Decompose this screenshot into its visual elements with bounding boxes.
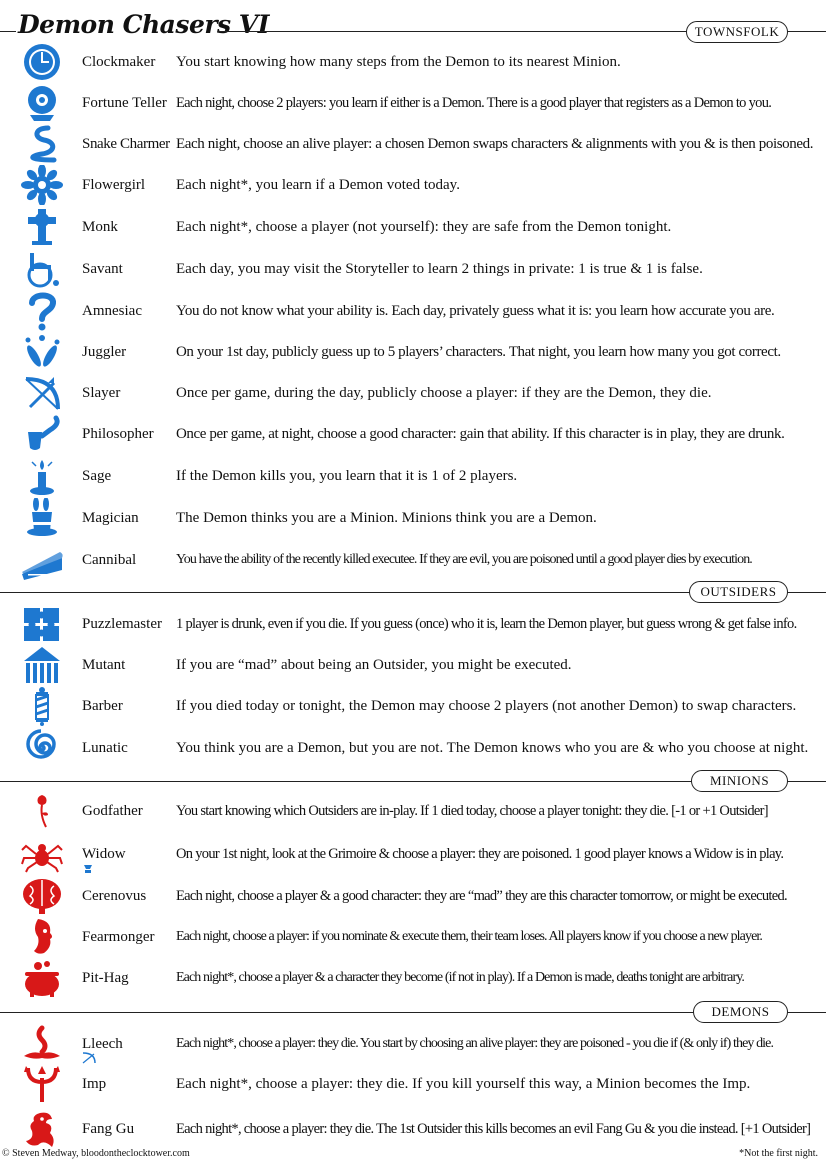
puzzle-icon <box>20 604 64 644</box>
character-row-barber <box>0 686 826 726</box>
character-row-magician <box>0 498 826 538</box>
character-name: Flowergirl <box>82 177 146 193</box>
footer-note: *Not the first night. <box>739 1148 818 1159</box>
character-name: Juggler <box>82 344 127 360</box>
barber-pole-icon <box>20 686 64 726</box>
character-ability: On your 1st night, look at the Grimoire & choose a player: they are poisoned. 1 good player knows a Widow is in play. <box>176 846 784 862</box>
character-row-clockmaker <box>0 42 826 82</box>
candle-icon <box>20 456 64 496</box>
character-ability: Each day, you may visit the Storyteller to learn 2 things in private: 1 is true & 1 is false. <box>176 261 703 277</box>
magic-hat-icon <box>20 498 64 538</box>
brain-icon <box>20 876 64 916</box>
character-ability: Each night*, choose a player & a character they become (if not in play). If a Demon is made, deaths tonight are arbitrary. <box>176 970 745 985</box>
page-title: Demon Chasers VI <box>18 10 269 39</box>
character-name: Savant <box>82 261 123 277</box>
juggling-pins-icon <box>20 332 64 372</box>
character-ability: Once per game, at night, choose a good character: gain that ability. If this character is in play, they are drunk. <box>176 426 785 442</box>
character-ability: Each night, choose a player & a good character: they are “mad” they are this character tomorrow, or might be executed. <box>176 888 787 904</box>
circus-tent-icon <box>20 645 64 685</box>
character-ability: Each night*, choose a player: they die. If you kill yourself this way, a Minion becomes the Imp. <box>176 1076 751 1092</box>
character-ability: If you are “mad” about being an Outsider, you might be executed. <box>176 657 572 673</box>
character-row-sage <box>0 456 826 496</box>
character-ability: If you died today or tonight, the Demon may choose 2 players (not another Demon) to swap characters. <box>176 698 797 714</box>
character-ability: Each night, choose 2 players: you learn if either is a Demon. There is a good player that registers as a Demon to you. <box>176 95 772 111</box>
character-row-flowergirl <box>0 165 826 205</box>
character-name: Magician <box>82 510 139 526</box>
character-name: Widow <box>82 846 126 862</box>
crossbow-icon <box>20 373 64 413</box>
character-name: Monk <box>82 219 118 235</box>
character-row-amnesiac <box>0 291 826 331</box>
character-ability: Each night, choose a player: if you nominate & execute them, their team loses. All players know if you choose a new player. <box>176 929 762 944</box>
character-name: Godfather <box>82 803 143 819</box>
section-tag-townsfolk: TOWNSFOLK <box>686 21 788 43</box>
character-row-imp <box>0 1064 826 1104</box>
character-row-widow <box>0 834 826 874</box>
character-name: Clockmaker <box>82 54 156 70</box>
character-row-mutant <box>0 645 826 685</box>
character-name: Slayer <box>82 385 121 401</box>
character-row-puzzlemaster <box>0 604 826 644</box>
character-name: Lleech <box>82 1036 123 1052</box>
character-row-fearmonger <box>0 917 826 957</box>
character-ability: Each night*, choose a player: they die. You start by choosing an alive player: they are poisoned - you die if (& only if) they die. <box>176 1036 774 1051</box>
character-ability: You start knowing how many steps from the Demon to its nearest Minion. <box>176 54 621 70</box>
section-tag-outsiders: OUTSIDERS <box>689 581 788 603</box>
character-row-fang-gu <box>0 1109 826 1149</box>
character-row-slayer <box>0 373 826 413</box>
character-name: Philosopher <box>82 426 154 442</box>
crystal-ball-icon <box>20 83 64 123</box>
jinx-icon <box>82 863 94 875</box>
character-row-lleech <box>0 1024 826 1064</box>
character-row-lunatic <box>0 728 826 768</box>
character-ability: The Demon thinks you are a Minion. Minions think you are a Demon. <box>176 510 597 526</box>
footer-credit: © Steven Medway, bloodontheclocktower.com <box>2 1148 190 1159</box>
jinx-crossbow-icon <box>82 1052 96 1064</box>
character-ability: On your 1st day, publicly guess up to 5 players’ characters. That night, you learn how many you got correct. <box>176 344 781 360</box>
character-name: Fearmonger <box>82 929 155 945</box>
spider-icon <box>20 834 64 874</box>
character-name: Fang Gu <box>82 1121 135 1137</box>
trident-icon <box>20 1064 64 1104</box>
character-name: Pit-Hag <box>82 970 129 986</box>
character-name: Imp <box>82 1076 107 1092</box>
section-tag-minions: MINIONS <box>691 770 788 792</box>
character-row-godfather <box>0 791 826 831</box>
character-row-juggler <box>0 332 826 372</box>
flower-icon <box>20 165 64 205</box>
character-ability: Each night*, choose a player (not yourself): they are safe from the Demon tonight. <box>176 219 672 235</box>
character-row-fortune-teller <box>0 83 826 123</box>
character-ability: Each night*, choose a player: they die. The 1st Outsider this kills becomes an evil Fang Gu & you die instead. [+1 Outsider] <box>176 1121 811 1137</box>
character-name: Sage <box>82 468 112 484</box>
character-name: Fortune Teller <box>82 95 167 111</box>
spiral-icon <box>20 728 64 768</box>
character-name: Lunatic <box>82 740 128 756</box>
character-ability: Each night, choose an alive player: a chosen Demon swaps characters & alignments with you & is then poisoned. <box>176 136 814 152</box>
character-ability: You think you are a Demon, but you are not. The Demon knows who you are & who you choose at night. <box>176 740 809 756</box>
character-row-monk <box>0 207 826 247</box>
leech-icon <box>20 1024 64 1064</box>
dragon-icon <box>20 1109 64 1149</box>
character-row-cannibal <box>0 540 826 580</box>
character-ability: If the Demon kills you, you learn that it is 1 of 2 players. <box>176 468 518 484</box>
cauldron-icon <box>20 958 64 998</box>
character-ability: You do not know what your ability is. Each day, privately guess what it is: you learn how accurate you are. <box>176 303 775 319</box>
clock-icon <box>20 42 64 82</box>
character-ability: Once per game, during the day, publicly choose a player: if they are the Demon, they die. <box>176 385 712 401</box>
title-rule-left <box>0 31 16 32</box>
character-row-savant <box>0 249 826 289</box>
character-ability: Each night*, you learn if a Demon voted today. <box>176 177 460 193</box>
character-name: Cerenovus <box>82 888 147 904</box>
character-ability: 1 player is drunk, even if you die. If you guess (once) who it is, learn the Demon player, but guess wrong & get false info. <box>176 616 797 632</box>
character-name: Barber <box>82 698 123 714</box>
wheelchair-icon <box>20 249 64 289</box>
celtic-cross-icon <box>20 207 64 247</box>
snake-icon <box>20 124 64 164</box>
character-name: Puzzlemaster <box>82 616 162 632</box>
character-ability: You have the ability of the recently killed executee. If they are evil, you are poisoned until a good player dies by execution. <box>176 552 752 567</box>
face-icon <box>20 917 64 957</box>
character-row-pit-hag <box>0 958 826 998</box>
character-name: Snake Charmer <box>82 136 170 152</box>
character-row-cerenovus <box>0 876 826 916</box>
character-ability: You start knowing which Outsiders are in-play. If 1 died today, choose a player tonight: they die. [-1 or +1 Outsider] <box>176 803 768 819</box>
character-name: Amnesiac <box>82 303 142 319</box>
character-name: Mutant <box>82 657 126 673</box>
character-row-snake-charmer <box>0 124 826 164</box>
pie-slice-icon <box>20 540 64 580</box>
question-mark-icon <box>20 291 64 331</box>
character-name: Cannibal <box>82 552 137 568</box>
character-row-philosopher <box>0 414 826 454</box>
pipe-icon <box>20 414 64 454</box>
rose-icon <box>20 791 64 831</box>
section-tag-demons: DEMONS <box>693 1001 788 1023</box>
